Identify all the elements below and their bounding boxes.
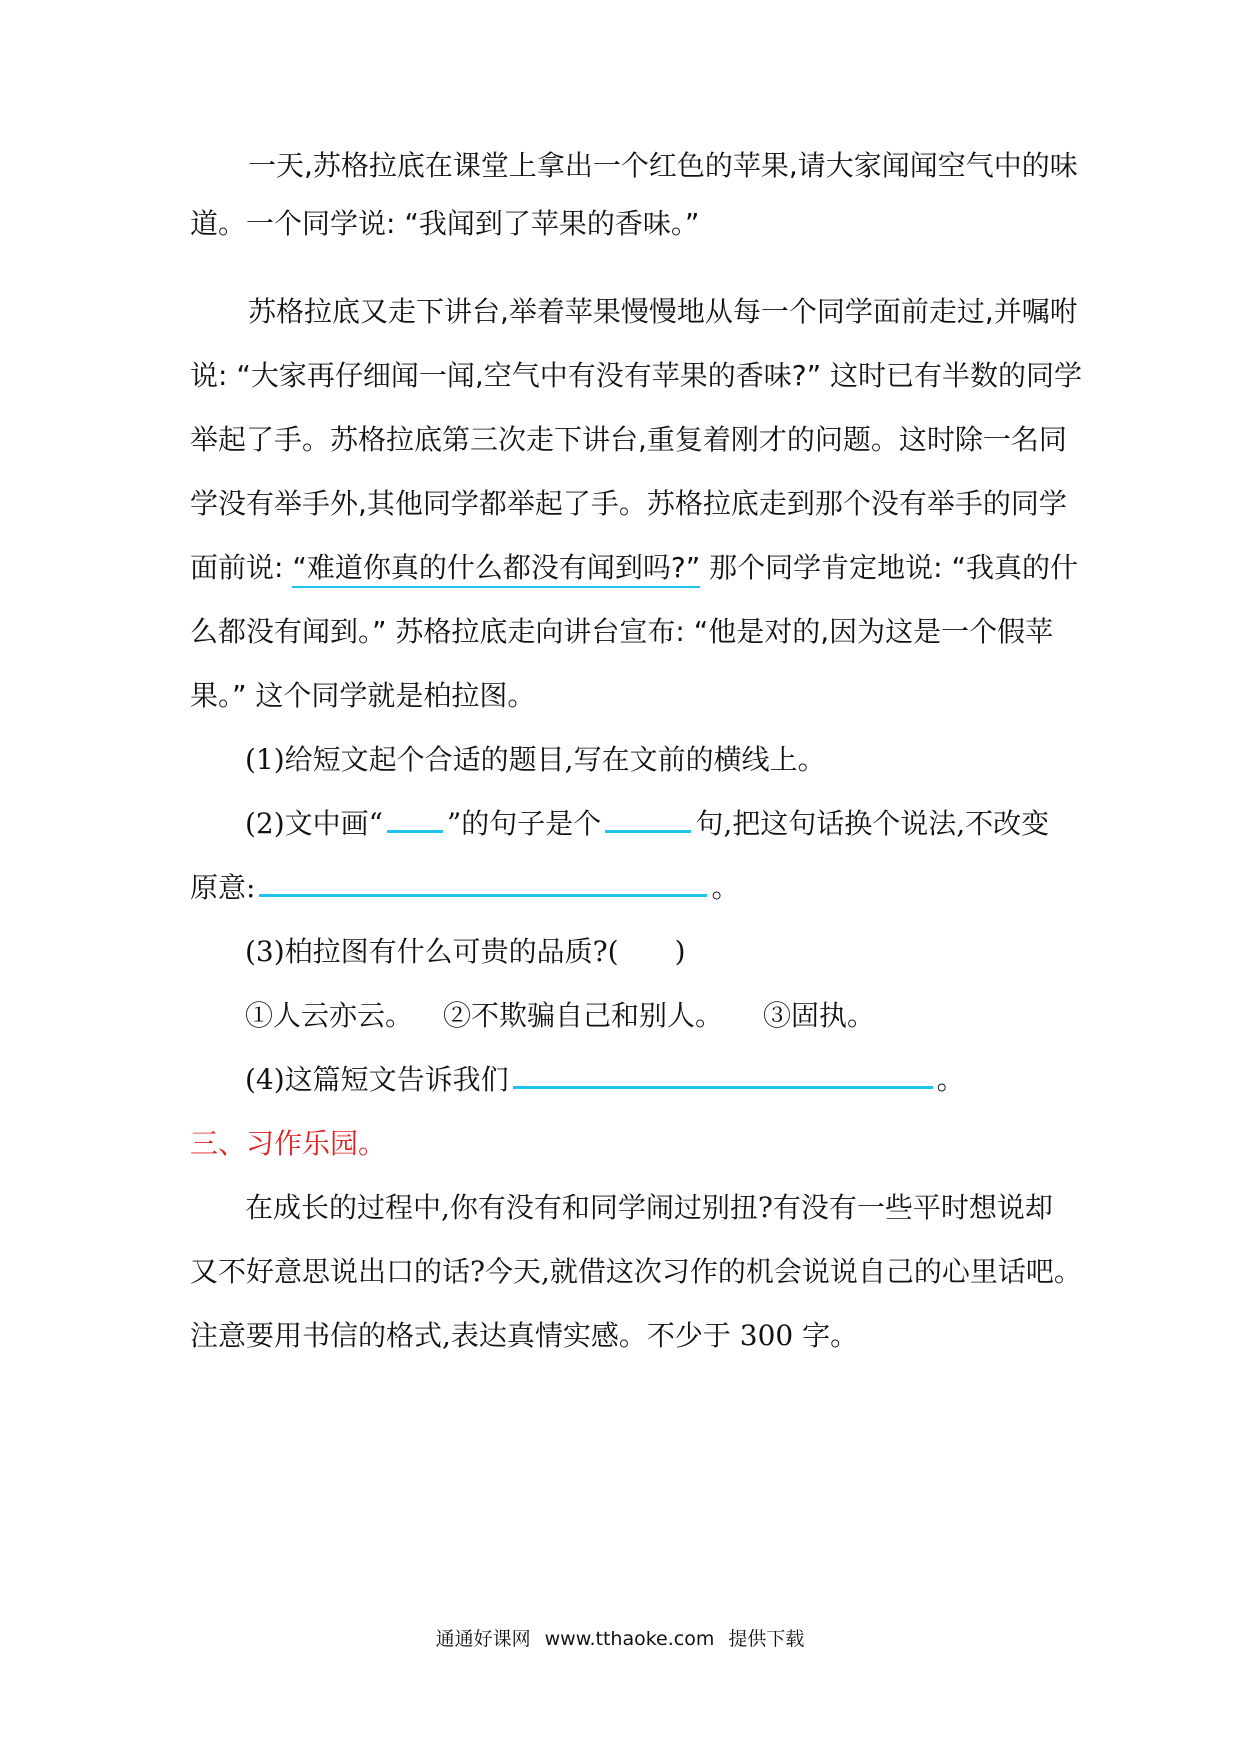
option-1[interactable]: ①人云亦云。 (245, 999, 414, 1032)
passage-paragraph-1-line-1: 一天,苏格拉底在课堂上拿出一个红色的苹果,请大家闻闻空气中的味 (248, 149, 1078, 182)
passage-paragraph-2-line-6: 么都没有闻到。” 苏格拉底走向讲台宣布: “他是对的,因为这是一个假苹 (190, 615, 1054, 648)
question-2 (245, 804, 1105, 844)
passage-paragraph-2-line-3: 举起了手。苏格拉底第三次走下讲台,重复着刚才的问题。这时除一名同 (190, 423, 1067, 456)
underlined-sentence: “难道你真的什么都没有闻到吗?” (292, 551, 700, 588)
question-4-text: (4)这篇短文告诉我们 (245, 1063, 509, 1096)
passage-paragraph-2-line-5 (190, 548, 1120, 588)
section-3-line-2: 又不好意思说出口的话?今天,就借这次习作的机会说说自己的心里话吧。 (190, 1255, 1082, 1288)
question-3: (3)柏拉图有什么可贵的品质?( ) (245, 935, 686, 968)
passage-paragraph-2-line-2: 说: “大家再仔细闻一闻,空气中有没有苹果的香味?” 这时已有半数的同学 (190, 359, 1083, 392)
option-3[interactable]: ③固执。 (763, 999, 876, 1032)
section-3-line-3: 注意要用书信的格式,表达真情实感。不少于 300 字。 (190, 1319, 859, 1352)
passage-paragraph-2-line-7: 果。” 这个同学就是柏拉图。 (190, 679, 536, 712)
passage-text: 那个同学肯定地说: “我真的什 (700, 551, 1078, 584)
question-4 (245, 1060, 1105, 1100)
passage-paragraph-2-line-4: 学没有举手外,其他同学都举起了手。苏格拉底走到那个没有举手的同学 (190, 487, 1067, 520)
footer-site-name: 通通好课网 (435, 1628, 531, 1650)
section-3-title: 三、习作乐园。 (190, 1127, 387, 1160)
question-2-text: (2)文中画“ (245, 807, 383, 840)
footer-url[interactable]: www.tthaoke.com (544, 1628, 715, 1650)
footer-download-text: 提供下载 (728, 1628, 805, 1650)
option-2[interactable]: ②不欺骗自己和别人。 (443, 999, 724, 1032)
passage-text: 面前说: (190, 551, 293, 584)
question-2-text: 原意: (190, 871, 256, 904)
question-3-options (245, 996, 1105, 1036)
question-4-text: 。 (936, 1063, 965, 1096)
question-2-continued (190, 868, 1120, 908)
answer-blank-rewrite[interactable] (259, 868, 707, 897)
question-2-text: 。 (711, 871, 740, 904)
answer-blank-line-style[interactable] (387, 804, 443, 833)
answer-blank-sentence-type[interactable] (605, 804, 691, 833)
passage-paragraph-1-line-2: 道。一个同学说: “我闻到了苹果的香味。” (190, 207, 700, 240)
section-3-line-1: 在成长的过程中,你有没有和同学闹过别扭?有没有一些平时想说却 (245, 1191, 1053, 1224)
question-2-text: ”的句子是个 (446, 807, 602, 840)
answer-blank-lesson[interactable] (513, 1060, 933, 1089)
passage-paragraph-2-line-1: 苏格拉底又走下讲台,举着苹果慢慢地从每一个同学面前走过,并嘱咐 (248, 295, 1078, 328)
question-1: (1)给短文起个合适的题目,写在文前的横线上。 (245, 743, 826, 776)
page-footer (0, 1626, 1240, 1652)
question-2-text: 句,把这句话换个说法,不改变 (695, 807, 1050, 840)
